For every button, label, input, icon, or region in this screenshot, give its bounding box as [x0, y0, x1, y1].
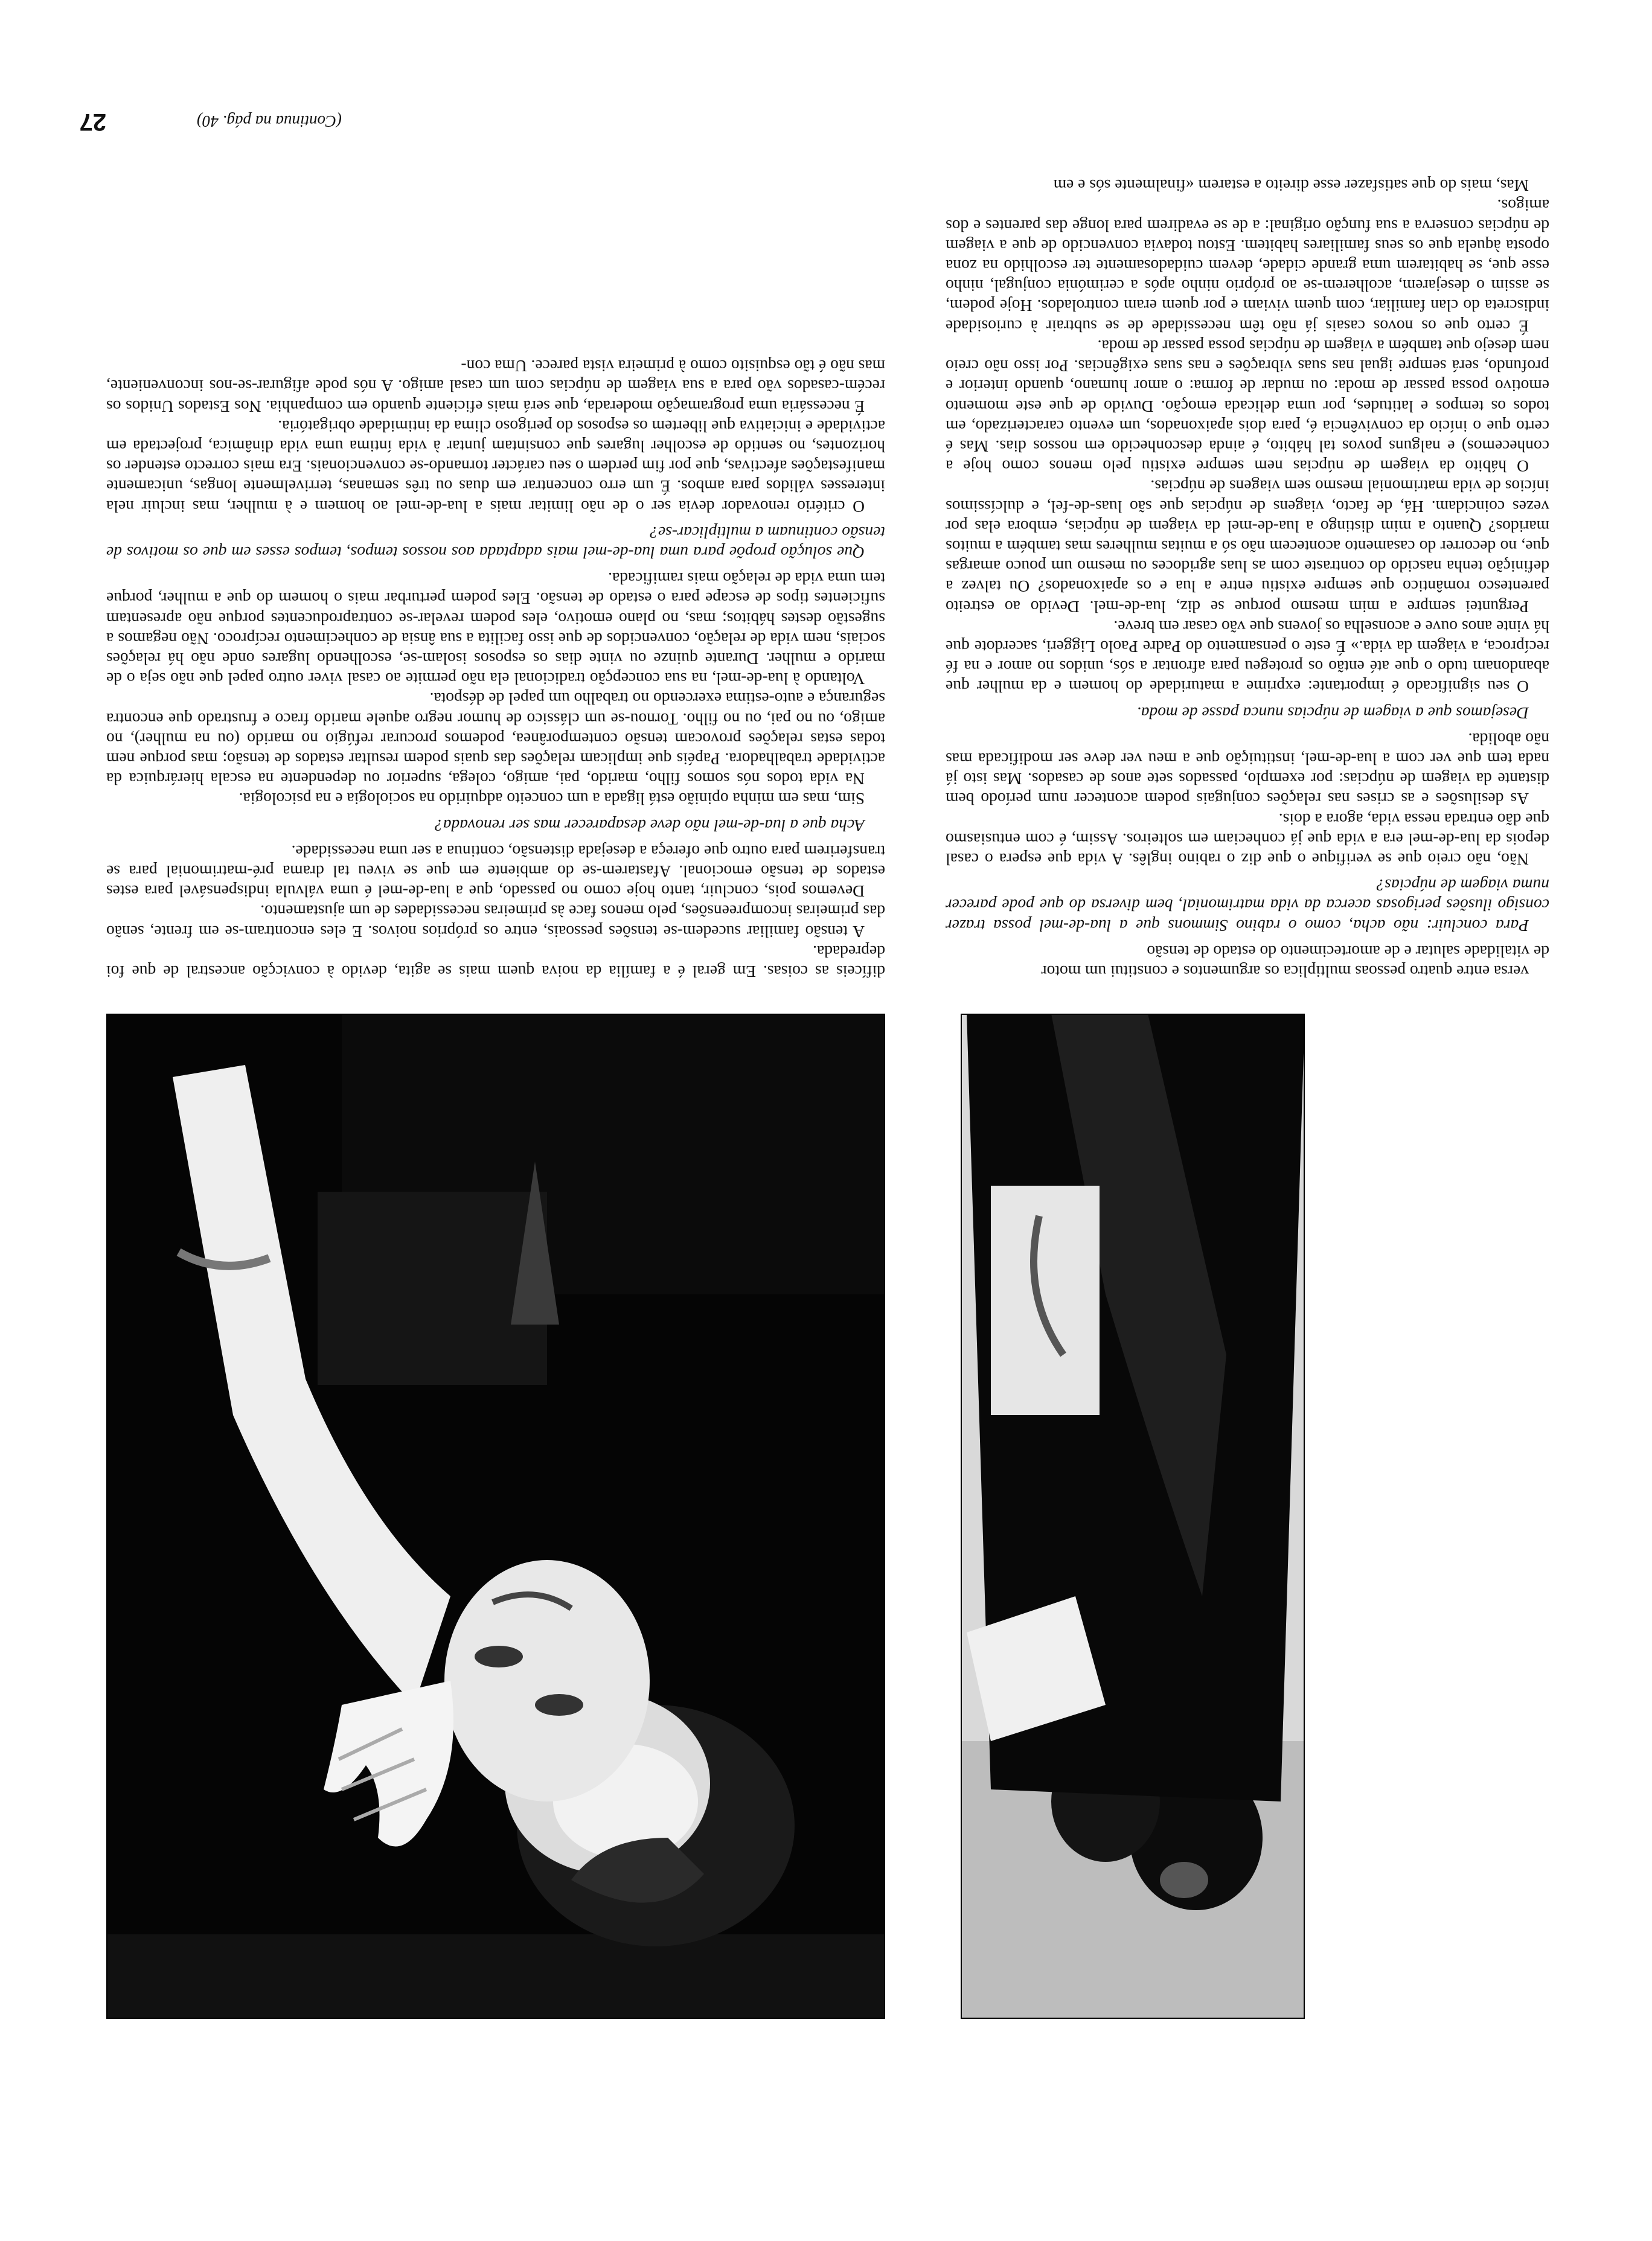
interview-question: Acha que a lua-de-mel não deve desaparecer mas ser renovada?: [435, 816, 865, 835]
text-column-right: [946, 176, 1549, 982]
paragraph: É necessária uma programação moderada, que será mais eficiente quando em companhia. Nos Estados Unidos os recém-casados vão para a sua viagem de núpcias com um casal amigo. A nós pode afigurar-se-nos inconveniente, mas não é tão esquisito como à primeira vista parece. Uma con-: [106, 357, 885, 416]
continued-note: (Continua na pág. 40): [197, 112, 342, 130]
paragraph: É certo que os novos casais já não têm necessidade de se subtrair à curiosidade indiscreta do clan familiar, com quem viviam e por quem eram controlados. Hoje podem, se assim o desejarem, acolherem-se ao próprio ninho após a cerimónia conjugal, ninho esse que, se habitarem uma grande cidade, devem cuidadosamente ter escolhido na zona oposta àquela que os seus familiares habitem. Estou todavia convencido de que a viagem de núpcias conserva a sua função original: a de se evadirem para longe das parentes e dos amigos.: [946, 196, 1549, 336]
paragraph: Perguntei sempre a mim mesmo porque se diz, lua-de-mel. Devido ao estreito parentesco romântico que sempre existiu entre a lua e os apaixonados? Ou talvez a definição tenha nascido do contraste com as luas agridoces ou mesmo um pouco amargas que, no decorrer do casamento acontecem não só a muitas mulheres mas também a muitos maridos? Quanto a mim distingo a lua-de-mel da viagem de núpcias, embora elas por vezes coincidam. Há, de facto, viagens de núpcias que são luas-de-fel, e dulcíssimos inícios de vida matrimonial mesmo sem viagens de núpcias.: [946, 477, 1549, 616]
photo-woman-arm-raised: [106, 1014, 885, 2019]
paragraph: O critério renovador devia ser o de não limitar mais a lua-de-mel ao homem e à mulher, mas incluir nela interesses válidos para ambos. É um erro concentrar em duas ou três semanas, terrivelmente longas, unicamente manifestações afectivas, que por fim perdem o seu carácter tornando-se convencionais. Era mais correcto estender os horizontes, no sentido de escolher lugares que consintam juntar à vida íntima uma vida dinâmica, projectada em actividade e iniciativa que libertem os esposos do perigoso clima da intimidade obrigatória.: [106, 417, 885, 516]
paragraph: As desilusões e as crises nas relações conjugais podem acontecer num período bem distante da viagem de núpcias: por exemplo, passados sete anos de casados. Mas isto já nada tem que ver com a lua-de-mel, instituição que a meu ver deve ser modificada mas não abolida.: [946, 729, 1549, 809]
page-number: 27: [79, 109, 106, 135]
paragraph: Sim, mas em minha opinião está ligada a um conceito adquirido na sociologia e na psicologia.: [239, 790, 865, 809]
interview-question: Desejamos que a viagem de núpcias nunca passe de moda.: [1136, 703, 1529, 723]
paragraph: Não, não creio que se verifique o que diz o rabino inglês. A vida que espera o casal depois da lua-de-mel era a vida que já conheciam em solteiros. Assim, é com entusiasmo que dão entrada nessa vida, agora a dois.: [946, 810, 1549, 869]
photo-couple-reclining-icon: [961, 1014, 1305, 2019]
photo-woman-arm-raised-icon: [106, 1014, 885, 2019]
photo-couple-reclining: [961, 1014, 1305, 2019]
interview-question: Para concluir: não acha, como o rabino Simmons que a lua-de-mel possa trazer consigo ilusões perigosas acerca da vida matrimonial, bem diversa do que pode parecer numa viagem de núpcias?: [946, 876, 1549, 935]
paragraph: O hábito da viagem de núpcias nem sempre existiu pelo menos como hoje a conhecemos) e nalguns povos tal hábito, é ainda desconhecido em nossos dias. Mas é certo que o início da convivência é, para dois apaixonados, um evento caracterizado, em todos os tempos e latitudes, por uma delicada emoção. Duvido de que este momento emotivo possa passar de moda: ou mudar de forma: o amor humano, quando interior e profundo, será sempre igual nas suas vibrações e nas suas exigências. Por isso não creio nem desejo que também a viagem de núpcias possa passar de moda.: [946, 336, 1549, 476]
interview-question: Que solução propõe para uma lua-de-mel mais adaptada aos nossos tempos, tempos esses em que os motivos de tensão continuam a multiplicar-se?: [106, 523, 885, 562]
paragraph: Na vida todos nós somos filho, marido, pai, amigo, colega, superior ou dependente na escala hierárquica da actividade trabalhadora. Papéis que implicam relações das quais podem resultar estados de tensão; mas porque nem todas estas relações provocam tensão contemporânea, podemos procurar refúgio no marido (ou na mulher), no amigo, ou no pai, ou no filho. Tornou-se um clássico de humor negro aquele marido fraco e frustrado que encontra segurança e auto-estima exercendo no trabalho um papel de déspota.: [106, 689, 885, 789]
paragraph: A tensão familiar sucedem-se tensões pessoais, entre os próprios noivos. E eles encontram-se em frente, senão das primeiras incompreensões, pelo menos face às primeiras necessidades de um ajustamento.: [106, 902, 885, 941]
paragraph: versa entre quatro pessoas multiplica os argumentos e constitui um motor: [1041, 962, 1529, 981]
text-column-left: [106, 356, 885, 982]
paragraph: de vitalidade salutar e de amortecimento do estado de tensão: [1147, 942, 1549, 961]
paragraph: difíceis as coisas. Em geral é a família da noiva quem mais se agita, devido à convicção ancestral de que foi depredada.: [106, 942, 885, 981]
paragraph: Devemos pois, concluir, tanto hoje como no passado, que a lua-de-mel é uma válvula indispensável para estes estados de tensão emocional. Afastarem-se do ambiente em que se viveu tal drama pré-matrimonial para se transferirem para outro que ofereça a desejada distensão, continua a ser uma necessidade.: [106, 842, 885, 901]
paragraph: Mas, mais do que satisfazer esse direito a estarem «finalmente sós e em: [1053, 176, 1529, 196]
paragraph: O seu significado é importante: exprime a maturidade do homem e da mulher que abandonam tudo o que até então os protegeu para afrontar a sós, unidos no amor e na fé recíproca, a viagem da vida.» É este o pensamento do Padre Paolo Liggeri, sacerdote que há vinte anos ouve e aconselha os jovens que vão casar em breve.: [946, 617, 1549, 697]
paragraph: Voltando à lua-de-mel, na sua concepção tradicional ela não permite ao casal viver outro papel que não seja o de marido e mulher. Durante quinze ou vinte dias os esposos isolam-se, escolhendo lugares onde não há relações sociais, nem vida de relação, convencidos de que isso facilita a sua ânsia de conhecimento recíproco. Não negamos a sugestão destes hábitos; mas, no plano emotivo, eles podem revelar-se contraproducentes porque não apresentam suficientes tipos de escape para o estado de tensão. Eles podem perturbar mais o homem do que a mulher, porque tem uma vida de relação mais ramificada.: [106, 569, 885, 689]
